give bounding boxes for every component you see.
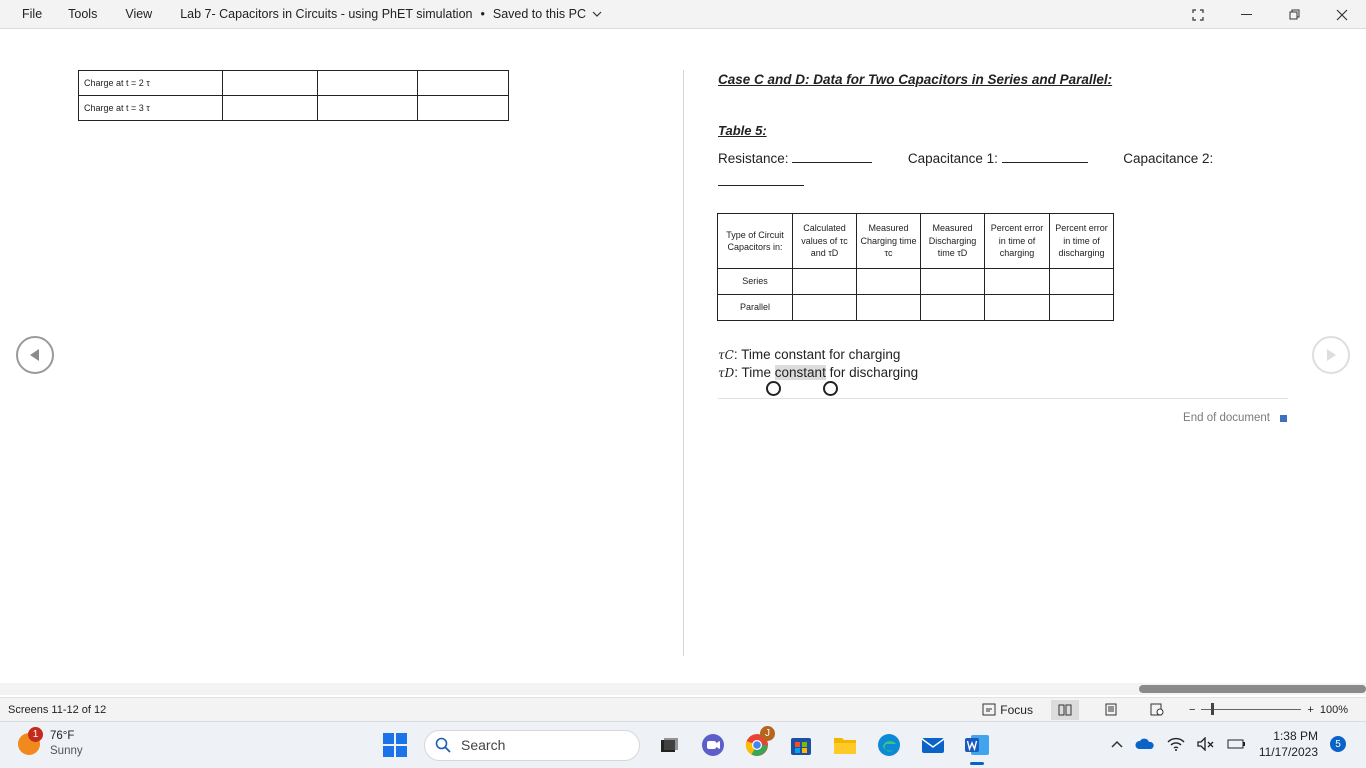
tau-c-note xyxy=(718,346,918,364)
time-constant-notes[interactable] xyxy=(718,346,918,382)
word-button[interactable] xyxy=(962,730,992,760)
table-row xyxy=(718,295,1114,321)
word-icon xyxy=(964,734,990,756)
header-measured-discharging[interactable]: Measured Discharging time τD xyxy=(921,214,985,269)
header-type[interactable]: Type of Circuit Capacitors in: xyxy=(718,214,793,269)
menu-tools[interactable]: Tools xyxy=(68,7,98,21)
row-type-series[interactable]: Series xyxy=(718,269,793,295)
chevron-up-icon[interactable] xyxy=(1111,740,1123,748)
capacitance2-blank xyxy=(718,174,804,186)
chrome-button[interactable] xyxy=(742,730,772,760)
profile-badge-icon: J xyxy=(760,726,775,741)
zoom-level[interactable]: 100% xyxy=(1319,703,1348,716)
document-name: Lab 7- Capacitors in Circuits - using PhET simulation xyxy=(180,7,473,21)
capacitance1-label: Capacitance 1: xyxy=(907,151,998,166)
clock-date: 11/17/2023 xyxy=(1258,745,1318,759)
weather-badge: 1 xyxy=(28,727,43,742)
window-controls xyxy=(1174,0,1366,29)
title-separator: • xyxy=(480,7,485,21)
zoom-out-icon[interactable]: − xyxy=(1188,703,1196,716)
clock[interactable] xyxy=(1259,728,1318,760)
table-header-row xyxy=(718,214,1114,269)
weather-widget[interactable] xyxy=(18,729,83,759)
header-calculated[interactable]: Calculated values of τc and τD xyxy=(793,214,857,269)
onedrive-sync-icon[interactable] xyxy=(1135,737,1155,751)
file-explorer-button[interactable] xyxy=(830,730,860,760)
close-button[interactable] xyxy=(1318,0,1366,29)
table-cell[interactable] xyxy=(985,295,1050,321)
weather-temperature: 76°F xyxy=(50,730,75,742)
table-cell[interactable] xyxy=(793,269,857,295)
scrollbar-thumb[interactable] xyxy=(1139,685,1366,693)
table-cell[interactable] xyxy=(223,71,318,96)
tau-c-text: : Time constant for charging xyxy=(733,347,901,362)
row-label[interactable]: Charge at t = 3 τ xyxy=(79,96,223,121)
weather-condition: Sunny xyxy=(50,745,83,757)
edge-button[interactable] xyxy=(874,730,904,760)
table-row xyxy=(79,96,509,121)
menu-view[interactable]: View xyxy=(125,7,153,21)
table-cell[interactable] xyxy=(985,269,1050,295)
table-cell[interactable] xyxy=(793,295,857,321)
task-view-icon xyxy=(659,736,679,754)
arrow-right-icon xyxy=(1326,349,1336,361)
search-placeholder: Search xyxy=(461,737,506,753)
table-cell[interactable] xyxy=(318,71,418,96)
capacitance1-blank xyxy=(1002,151,1088,163)
document-canvas[interactable] xyxy=(0,30,1366,680)
parameters-line[interactable] xyxy=(718,147,1278,193)
table-cell[interactable] xyxy=(418,96,509,121)
table-cell[interactable] xyxy=(318,96,418,121)
edge-icon xyxy=(877,733,901,757)
table-label[interactable]: Table 5: xyxy=(718,123,767,138)
arrow-left-icon xyxy=(30,349,40,361)
clock-time: 1:38 PM xyxy=(1273,729,1318,743)
taskbar-apps xyxy=(380,728,992,762)
selected-text[interactable]: constant xyxy=(774,365,826,380)
charge-table xyxy=(78,70,509,121)
previous-screen-button[interactable] xyxy=(16,336,54,374)
focus-mode-button[interactable] xyxy=(1174,0,1222,29)
capacitance2-label: Capacitance 2: xyxy=(1123,151,1214,166)
web-layout-button[interactable] xyxy=(1143,700,1171,720)
start-button[interactable] xyxy=(380,730,410,760)
data-table xyxy=(717,213,1114,321)
wifi-icon[interactable] xyxy=(1167,737,1185,751)
notification-count[interactable]: 5 xyxy=(1330,736,1346,752)
tau-d-text-post: for discharging xyxy=(825,365,919,380)
header-error-discharging[interactable]: Percent error in time of discharging xyxy=(1050,214,1114,269)
tau-d-note xyxy=(718,364,918,382)
table-cell[interactable] xyxy=(223,96,318,121)
tau-c-symbol: τC xyxy=(718,348,734,362)
web-layout-icon xyxy=(1150,703,1164,716)
table-row xyxy=(718,269,1114,295)
table-cell[interactable] xyxy=(857,295,921,321)
row-label[interactable]: Charge at t = 2 τ xyxy=(79,71,223,96)
store-icon xyxy=(790,734,812,756)
status-bar xyxy=(0,697,1366,721)
screen-count: Screens 11-12 of 12 xyxy=(8,703,107,716)
volume-muted-icon[interactable] xyxy=(1197,737,1215,751)
zoom-in-icon[interactable]: + xyxy=(1307,703,1314,716)
weather-text xyxy=(50,729,83,759)
restore-button[interactable] xyxy=(1270,0,1318,29)
teams-chat-button[interactable] xyxy=(698,730,728,760)
sun-icon xyxy=(18,729,40,755)
focus-button[interactable] xyxy=(982,703,1033,717)
status-controls xyxy=(982,700,1348,720)
print-layout-button[interactable] xyxy=(1097,700,1125,720)
table-cell[interactable] xyxy=(921,269,985,295)
document-title[interactable] xyxy=(180,7,602,21)
mail-button[interactable] xyxy=(918,730,948,760)
close-icon xyxy=(1336,9,1348,21)
read-mode-button[interactable] xyxy=(1051,700,1079,720)
selection-handle-start[interactable] xyxy=(766,381,781,396)
case-heading[interactable]: Case C and D: Data for Two Capacitors in Series and Parallel: xyxy=(718,72,1113,87)
end-marker-icon xyxy=(1280,415,1287,422)
table-cell[interactable] xyxy=(1050,269,1114,295)
table-cell[interactable] xyxy=(921,295,985,321)
end-of-document-label: End of document xyxy=(1183,412,1270,424)
zoom-slider[interactable] xyxy=(1201,709,1301,710)
resistance-blank xyxy=(792,151,872,163)
taskbar-search[interactable] xyxy=(424,730,640,761)
chevron-down-icon xyxy=(592,11,602,18)
title-bar xyxy=(0,0,1366,29)
taskbar xyxy=(0,721,1366,768)
chat-icon xyxy=(701,733,725,757)
table-cell[interactable] xyxy=(418,71,509,96)
zoom-slider-knob[interactable] xyxy=(1211,703,1214,715)
table-cell[interactable] xyxy=(857,269,921,295)
focus-label: Focus xyxy=(1000,702,1033,717)
header-error-charging[interactable]: Percent error in time of charging xyxy=(985,214,1050,269)
focus-icon xyxy=(982,703,996,716)
menu-file[interactable]: File xyxy=(22,7,43,21)
tau-d-text-pre: : Time xyxy=(734,365,775,380)
table-row xyxy=(79,71,509,96)
windows-logo-icon xyxy=(383,733,407,757)
system-tray xyxy=(1111,728,1346,760)
resistance-label: Resistance: xyxy=(718,151,789,166)
print-layout-icon xyxy=(1105,703,1117,716)
folder-icon xyxy=(833,735,857,755)
store-button[interactable] xyxy=(786,730,816,760)
table-cell[interactable] xyxy=(1050,295,1114,321)
minimize-button[interactable] xyxy=(1222,0,1270,29)
end-of-document xyxy=(1183,412,1287,424)
selection-handle-end[interactable] xyxy=(823,381,838,396)
search-icon xyxy=(435,737,451,753)
battery-icon[interactable] xyxy=(1227,738,1247,750)
restore-icon xyxy=(1289,9,1300,20)
row-type-parallel[interactable]: Parallel xyxy=(718,295,793,321)
focus-mode-icon xyxy=(1192,9,1204,21)
minimize-icon xyxy=(1241,14,1252,16)
save-status: Saved to this PC xyxy=(492,7,586,21)
next-screen-button[interactable] xyxy=(1312,336,1350,374)
page-divider xyxy=(683,70,684,656)
zoom-control xyxy=(1189,704,1348,716)
mail-icon xyxy=(921,735,945,755)
end-divider xyxy=(718,398,1288,399)
read-mode-icon xyxy=(1058,704,1072,716)
task-view-button[interactable] xyxy=(654,730,684,760)
header-measured-charging[interactable]: Measured Charging time τc xyxy=(857,214,921,269)
tau-d-symbol: τD xyxy=(718,366,735,380)
horizontal-scrollbar[interactable] xyxy=(0,683,1366,695)
